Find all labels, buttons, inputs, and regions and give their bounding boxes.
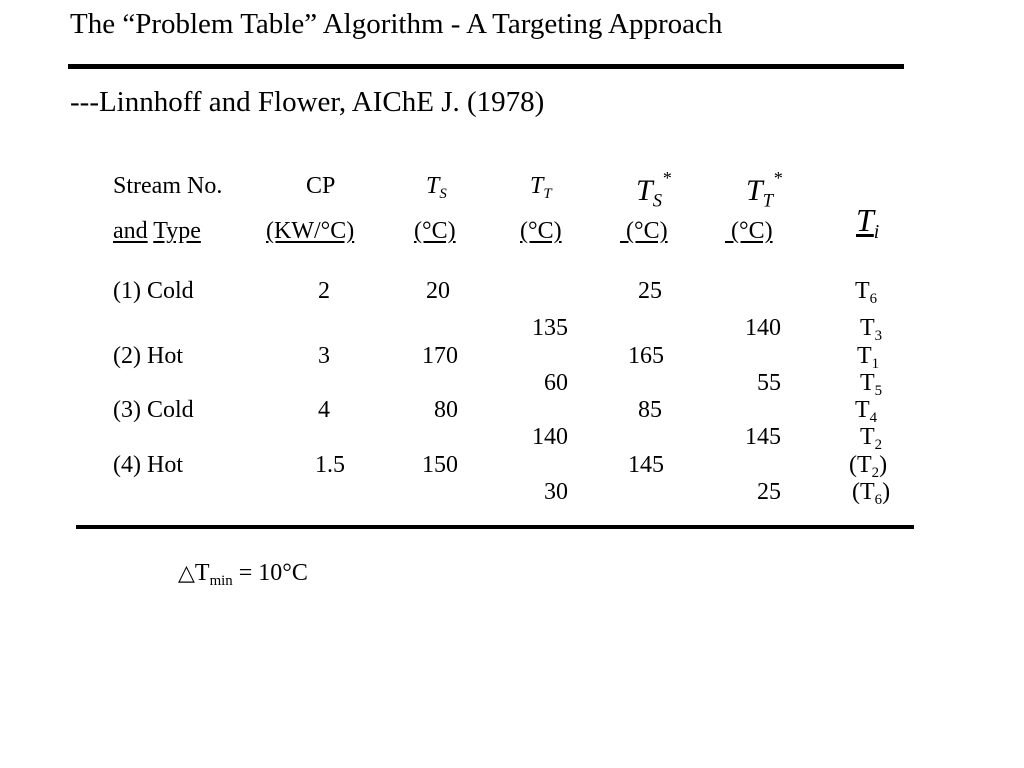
stream-1-tt: 135	[532, 315, 568, 341]
ti-item: $T_1$	[857, 343, 880, 373]
stream-2-label: (2) Hot	[113, 343, 183, 369]
ti-item: $T_2$	[860, 424, 883, 454]
stream-4-label: (4) Hot	[113, 452, 183, 478]
ti-item: $T_4$	[855, 397, 878, 427]
stream-4-ts: 150	[422, 452, 458, 478]
header-tt-units: (°C)	[520, 218, 562, 244]
ti-item: $T_3$	[860, 315, 883, 345]
header-ts-star-units: (°C)	[626, 218, 668, 244]
stream-4-cp: 1.5	[315, 452, 345, 478]
stream-3-ts-star: 85	[638, 397, 662, 423]
ti-item: $T_6$	[855, 278, 878, 308]
stream-1-ts-star: 25	[638, 278, 662, 304]
ti-item: $T_5$	[860, 370, 883, 400]
header-ts-star: $T_S^*$	[636, 168, 671, 212]
stream-2-ts: 170	[422, 343, 458, 369]
delta-triangle-icon: △	[178, 560, 195, 585]
stream-2-cp: 3	[318, 343, 330, 369]
stream-1-cp: 2	[318, 278, 330, 304]
ti-item: $(T_2)$	[849, 452, 888, 482]
stream-4-ts-star: 145	[628, 452, 664, 478]
header-cp: CP	[306, 173, 336, 199]
delta-tmin-note: $\triangle T_{min} = 10^\circ C$	[178, 560, 308, 590]
stream-2-ts-star: 165	[628, 343, 664, 369]
header-tt-star: $T_T^*$	[746, 168, 783, 212]
header-ts-units: (°C)	[414, 218, 456, 244]
table-bottom-rule	[76, 525, 914, 529]
header-ts: $T_S$	[426, 173, 447, 203]
title-divider	[68, 64, 904, 69]
stream-3-tt: 140	[532, 424, 568, 450]
header-stream-type: and Type	[113, 218, 201, 244]
stream-1-ts: 20	[426, 278, 450, 304]
stream-3-cp: 4	[318, 397, 330, 423]
slide-title: The “Problem Table” Algorithm - A Targeting Approach	[70, 8, 723, 40]
stream-3-tt-star: 145	[745, 424, 781, 450]
stream-4-tt: 30	[544, 479, 568, 505]
citation: ---Linnhoff and Flower, AIChE J. (1978)	[70, 86, 545, 118]
stream-2-tt-star: 55	[757, 370, 781, 396]
header-stream-no: Stream No.	[113, 173, 223, 199]
stream-2-tt: 60	[544, 370, 568, 396]
stream-1-tt-star: 140	[745, 315, 781, 341]
header-tt: $T_T$	[530, 173, 552, 203]
stream-3-ts: 80	[434, 397, 458, 423]
header-tt-star-units: (°C)	[731, 218, 773, 244]
header-cp-units: (KW/°C)	[266, 218, 355, 244]
header-ti: $T_i$	[856, 202, 880, 243]
stream-1-label: (1) Cold	[113, 278, 194, 304]
stream-4-tt-star: 25	[757, 479, 781, 505]
stream-3-label: (3) Cold	[113, 397, 194, 423]
ti-item: $(T_6)$	[852, 479, 891, 509]
